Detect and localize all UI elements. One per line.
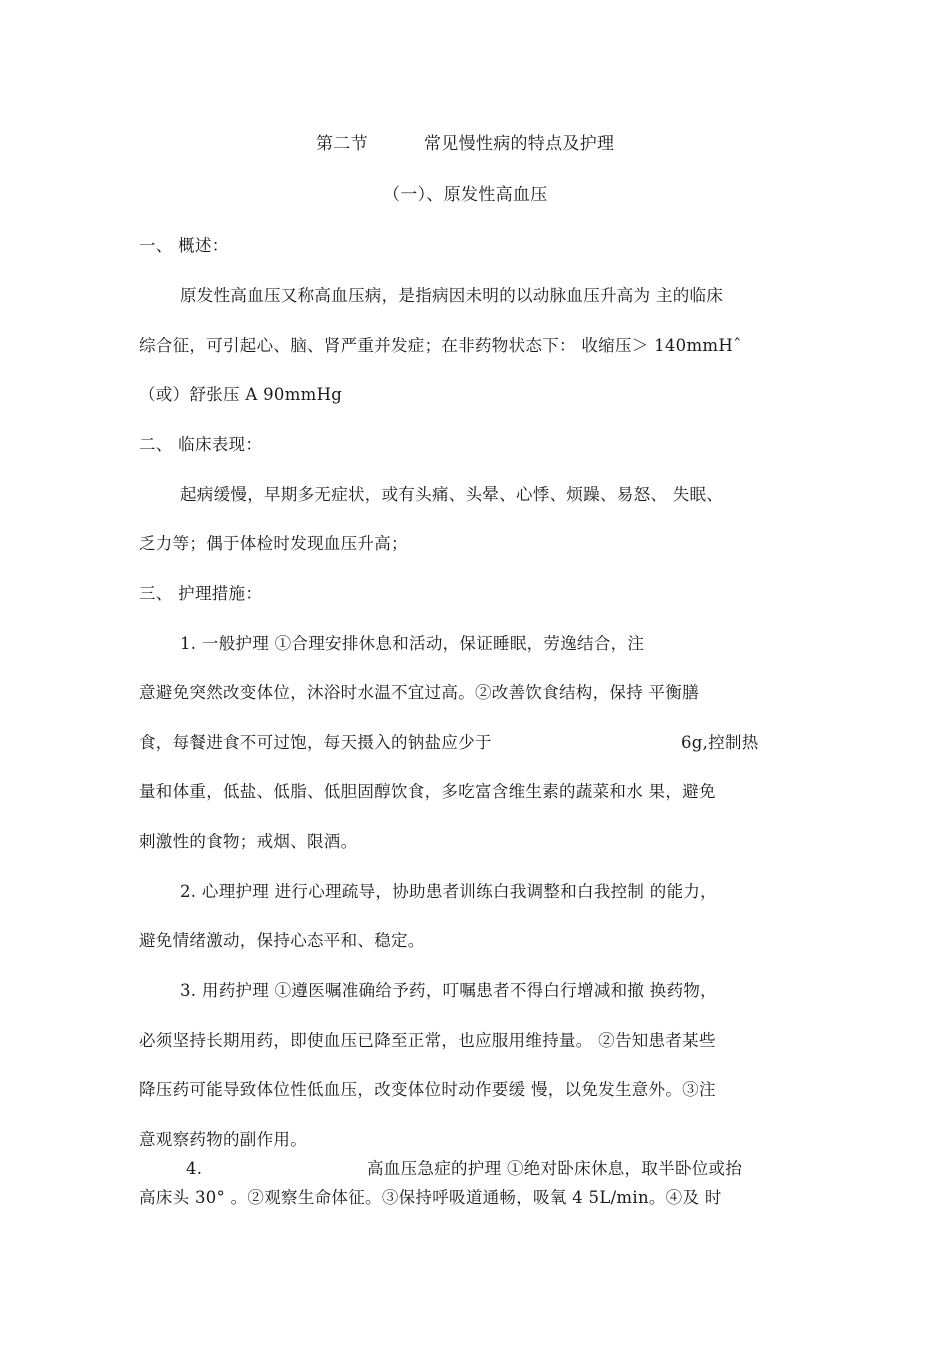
section1-title: 一、 概述： [139,236,229,255]
item4-line1: 高血压急症的护理 ①绝对卧床休息，取半卧位或抬 [367,1159,743,1178]
subheading: （一）、原发性高血压 [383,185,548,205]
item3-line4: 意观察药物的副作用。 [139,1130,307,1149]
section1-line: 原发性高血压又称高血压病，是指病因未明的以动脉血压升高为 主的临床 [180,286,724,305]
item2-line2: 避免情绪激动，保持心态平和、稳定。 [139,931,425,950]
section1-line: （或）舒张压 A 90mmHg [139,385,343,404]
item1-line4: 量和体重，低盐、低脂、低胆固醇饮食，多吃富含维生素的蔬菜和水 果，避免 [139,782,716,801]
item3-line1: 3. 用药护理 ①遵医嘱准确给予药，叮嘱患者不得白行增减和撤 换药物， [180,981,717,1000]
section2-line: 乏力等；偶于体检时发现血压升高； [139,534,408,553]
heading-part1: 第二节 [316,134,368,154]
section2-line: 起病缓慢，早期多无症状，或有头痛、头晕、心悸、烦躁、易怒、 失眠、 [180,485,724,504]
heading-part2: 常见慢性病的特点及护理 [424,134,615,154]
section1-line: 综合征，可引起心、脑、肾严重并发症；在非药物状态下： 收缩压＞ 140mmHˆ [139,336,742,355]
item3-line2: 必须坚持长期用药，即使血压已降至正常，也应服用维持量。 ②告知患者某些 [139,1031,716,1050]
item1-line3a: 食，每餐进食不可过饱，每天摄入的钠盐应少于 [139,733,492,752]
item4-number: 4. [186,1159,203,1178]
item2-line1: 2. 心理护理 进行心理疏导，协助患者训练白我调整和白我控制 的能力， [180,882,717,901]
section2-title: 二、 临床表现： [139,435,263,454]
item1-line5: 刺激性的食物；戒烟、限酒。 [139,832,358,851]
item1-line1: 1. 一般护理 ①合理安排休息和活动，保证睡眠，劳逸结合，注 [180,634,645,653]
section3-title: 三、 护理措施： [139,584,263,603]
item4-line2: 高床头 30° 。②观察生命体征。③保持呼吸道通畅，吸氧 4 5L/min。④及 时 [139,1188,722,1207]
item3-line3: 降压药可能导致体位性低血压，改变体位时动作要缓 慢，以免发生意外。③注 [139,1080,716,1099]
item1-line3b: 6g,控制热 [681,733,759,752]
item1-line2: 意避免突然改变体位，沐浴时水温不宜过高。②改善饮食结构，保持 平衡膳 [139,683,699,702]
